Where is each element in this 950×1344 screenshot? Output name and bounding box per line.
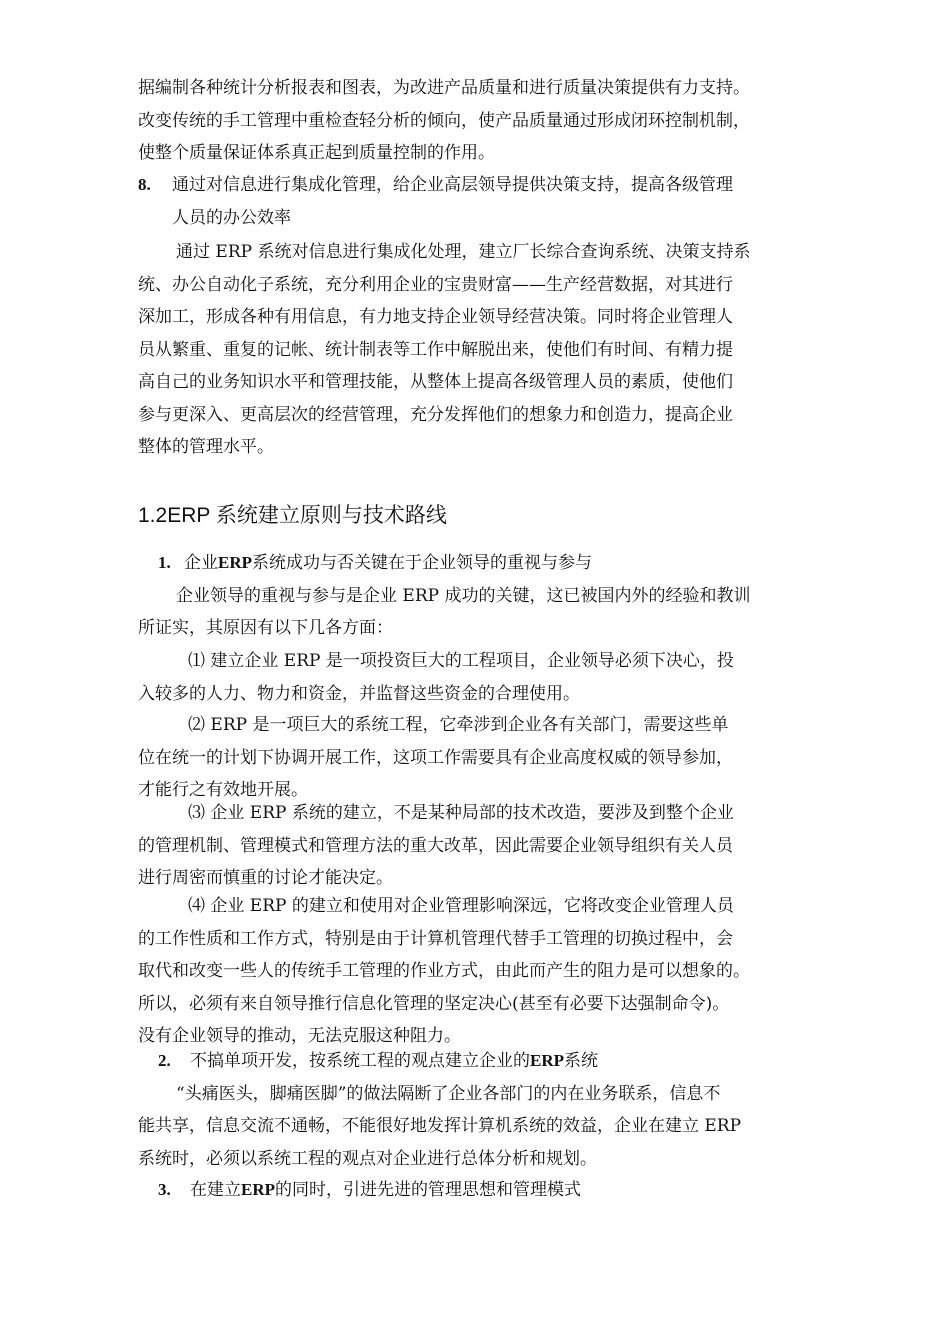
text-line: 改变传统的手工管理中重检查轻分析的倾向，使产品质量通过形成闭环控制机制， (138, 110, 750, 131)
item-number: 1. (158, 553, 171, 572)
item-title-pre: 企业 (184, 553, 218, 573)
reason-2 (138, 709, 818, 807)
item-title-bold: ERP (218, 553, 252, 572)
principle-2 (138, 1045, 818, 1175)
item-title-post: 系统 (564, 1051, 598, 1071)
item-number: 2. (158, 1051, 171, 1070)
text-line: 没有企业领导的推动，无法克服这种阻力。 (138, 1026, 461, 1046)
text-line: 才能行之有效地开展。 (138, 780, 308, 800)
item-title-bold: ERP (530, 1051, 564, 1070)
text-line: 的管理机制、管理模式和管理方法的重大改革，因此需要企业领导组织有关人员 (138, 835, 733, 856)
text-line: 所以，必须有来自领导推行信息化管理的坚定决心(甚至有必要下达强制命令)。 (138, 993, 730, 1014)
item-title-line: 通过对信息进行集成化管理，给企业高层领导提供决策支持，提高各级管理 (172, 175, 733, 195)
text-line: 的工作性质和工作方式，特别是由于计算机管理代替手工管理的切换过程中，会 (138, 928, 733, 949)
text-line: “头痛医头，脚痛医脚”的做法隔断了企业各部门的内在业务联系，信息不 (176, 1083, 721, 1104)
section-heading: 1.2ERP 系统建立原则与技术路线 (138, 504, 447, 527)
text-line: 统、办公自动化子系统，充分利用企业的宝贵财富——生产经营数据，对其进行 (138, 274, 733, 295)
item-title-pre: 不搞单项开发，按系统工程的观点建立企业的 (190, 1051, 530, 1071)
principle-3 (138, 1174, 818, 1207)
text-line: ⑴ 建立企业 ERP 是一项投资巨大的工程项目，企业领导必须下决心，投 (188, 651, 734, 671)
item-8-heading (138, 169, 818, 234)
text-line: 高自己的业务知识水平和管理技能，从整体上提高各级管理人员的素质，使他们 (138, 372, 733, 392)
text-line: 使整个质量保证体系真正起到质量控制的作用。 (138, 143, 495, 163)
text-line: 参与更深入、更高层次的经营管理，充分发挥他们的想象力和创造力，提高企业 (138, 404, 733, 425)
item-number: 3. (158, 1180, 171, 1199)
text-line: 所证实，其原因有以下几各方面： (138, 618, 393, 638)
item-title-line: 人员的办公效率 (172, 207, 291, 228)
text-line: ⑵ ERP 是一项巨大的系统工程，它牵涉到企业各有关部门，需要这些单 (188, 715, 729, 735)
text-line: 取代和改变一些人的传统手工管理的作业方式，由此而产生的阻力是可以想象的。 (138, 961, 750, 981)
text-line: 入较多的人力、物力和资金，并监督这些资金的合理使用。 (138, 683, 580, 704)
text-line: 据编制各种统计分析报表和图表，为改进产品质量和进行质量决策提供有力支持。 (138, 78, 750, 98)
text-line: 企业领导的重视与参与是企业 ERP 成功的关键，这已被国内外的经验和教训 (176, 585, 751, 606)
text-line: 通过 ERP 系统对信息进行集成化处理，建立厂长综合查询系统、决策支持系 (176, 242, 751, 262)
reason-3 (138, 797, 818, 895)
reason-4 (138, 890, 818, 1053)
item-title-post: 的同时，引进先进的管理思想和管理模式 (275, 1180, 581, 1200)
item-title-pre: 在建立 (190, 1180, 241, 1200)
text-line: 进行周密而慎重的讨论才能决定。 (138, 868, 393, 888)
text-line: 系统时，必须以系统工程的观点对企业进行总体分析和规划。 (138, 1148, 597, 1169)
text-line: 能共享，信息交流不通畅，不能很好地发挥计算机系统的效益，企业在建立 ERP (138, 1116, 742, 1136)
paragraph-quality-continuation (138, 72, 818, 170)
text-line: ⑶ 企业 ERP 系统的建立，不是某种局部的技术改造，要涉及到整个企业 (188, 803, 734, 823)
item-title-bold: ERP (241, 1180, 275, 1199)
reason-1 (138, 645, 818, 710)
text-line: 位在统一的计划下协调开展工作，这项工作需要具有企业高度权威的领导参加， (138, 747, 733, 768)
item-title-post: 系统成功与否关键在于企业领导的重视与参与 (252, 553, 592, 573)
text-line: 深加工，形成各种有用信息，有力地支持企业领导经营决策。同时将企业管理人 (138, 307, 733, 327)
text-line: ⑷ 企业 ERP 的建立和使用对企业管理影响深远，它将改变企业管理人员 (188, 896, 734, 916)
text-line: 整体的管理水平。 (138, 437, 274, 457)
item-8-body (138, 236, 818, 464)
principle-1 (138, 547, 818, 645)
item-number: 8. (138, 175, 151, 194)
text-line: 员从繁重、重复的记帐、统计制表等工作中解脱出来，使他们有时间、有精力提 (138, 339, 733, 360)
